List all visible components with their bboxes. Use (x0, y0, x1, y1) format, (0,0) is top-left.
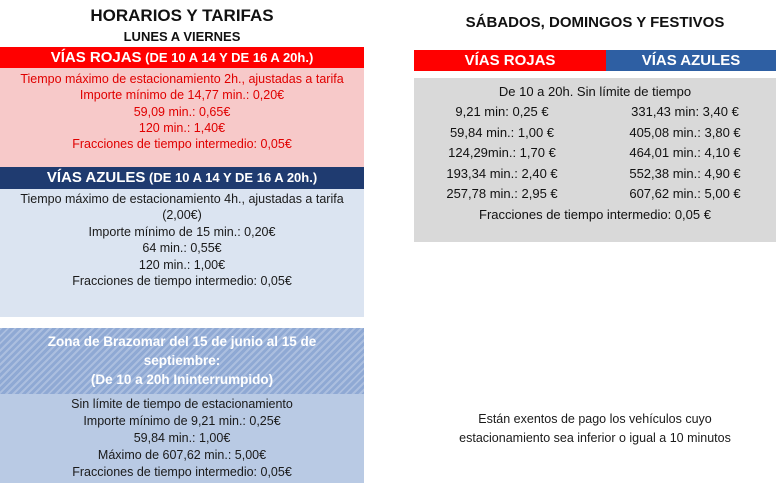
red-zone-panel (0, 68, 364, 167)
brazomar-line: Importe mínimo de 9,21 min.: 0,25€ (83, 414, 281, 428)
weekday-subtitle: LUNES A VIERNES (123, 29, 241, 44)
blue-zone-panel (0, 189, 364, 317)
weekend-rate-footer: Fracciones de tiempo intermedio: 0,05 € (479, 206, 711, 222)
brazomar-heading-line: Zona de Brazomar del 15 de junio al 15 de (47, 334, 317, 349)
rate-cell: 405,08 min.: 3,80 € (629, 124, 741, 140)
table-row (414, 143, 776, 164)
blue-zone-line: Fracciones de tiempo intermedio: 0,05€ (72, 274, 292, 289)
rate-cell: 552,38 min.: 4,90 € (629, 165, 741, 181)
weekend-red-zone-tab: VÍAS ROJAS (414, 50, 606, 71)
rate-cell: 9,21 min: 0,25 € (455, 104, 549, 119)
blue-zone-heading (0, 167, 364, 189)
rate-cell: 607,62 min.: 5,00 € (629, 186, 741, 202)
red-zone-line: Importe mínimo de 14,77 min.: 0,20€ (79, 88, 285, 103)
red-zone-heading (0, 47, 364, 68)
brazomar-heading-line: (De 10 a 20h Ininterrumpido) (90, 372, 274, 387)
table-row (414, 102, 776, 123)
brazomar-heading-line: septiembre: (143, 353, 221, 368)
blue-zone-line: 120 min.: 1,00€ (138, 257, 226, 272)
red-zone-heading-hours: (DE 10 A 14 Y DE 16 A 20h.) (141, 50, 314, 65)
blue-zone-line: 64 min.: 0,55€ (142, 241, 222, 256)
red-zone-line: 120 min.: 1,40€ (138, 120, 226, 135)
weekend-rate-header: De 10 a 20h. Sin límite de tiempo (498, 84, 692, 99)
page-title: HORARIOS Y TARIFAS (90, 6, 274, 25)
red-zone-heading-label: VÍAS ROJAS (50, 49, 142, 66)
table-row (414, 184, 776, 205)
brazomar-line: Máximo de 607,62 min.: 5,00€ (97, 448, 267, 462)
exemption-line: estacionamiento sea inferior o igual a 10 minutos (459, 431, 731, 445)
weekend-rate-table (414, 78, 776, 242)
exemption-line: Están exentos de pago los vehículos cuyo (478, 412, 712, 426)
blue-zone-heading-label: VÍAS AZULES (46, 169, 146, 186)
brazomar-line: Fracciones de tiempo intermedio: 0,05€ (72, 465, 292, 479)
rate-cell: 257,78 min.: 2,95 € (446, 186, 558, 202)
blue-zone-line: Tiempo máximo de estacionamiento 4h., ajustadas a tarifa (20, 192, 344, 206)
brazomar-line: Sin límite de tiempo de estacionamiento (71, 397, 293, 411)
weekend-blue-zone-tab: VÍAS AZULES (606, 50, 776, 71)
rate-cell: 464,01 min.: 4,10 € (629, 145, 741, 161)
rate-cell: 59,84 min.: 1,00 € (449, 124, 555, 140)
blue-zone-line: (2,00€) (162, 208, 202, 223)
rate-cell: 193,34 min.: 2,40 € (446, 165, 558, 181)
brazomar-zone-panel (0, 394, 364, 483)
weekend-title: SÁBADOS, DOMINGOS Y FESTIVOS (465, 14, 725, 31)
brazomar-zone-heading (0, 328, 364, 394)
blue-zone-heading-hours: (DE 10 A 14 Y DE 16 A 20h.) (145, 170, 318, 185)
rate-cell: 331,43 min: 3,40 € (631, 104, 739, 119)
red-zone-line: Tiempo máximo de estacionamiento 2h., ajustadas a tarifa (20, 72, 344, 86)
red-zone-line: 59,09 min.: 0,65€ (133, 104, 231, 119)
table-row (414, 164, 776, 185)
blue-zone-line: Importe mínimo de 15 min.: 0,20€ (88, 224, 276, 239)
exemption-note (414, 410, 776, 448)
red-zone-line: Fracciones de tiempo intermedio: 0,05€ (72, 137, 292, 152)
table-row (414, 123, 776, 144)
brazomar-line: 59,84 min.: 1,00€ (133, 431, 231, 445)
rate-cell: 124,29min.: 1,70 € (448, 145, 556, 161)
